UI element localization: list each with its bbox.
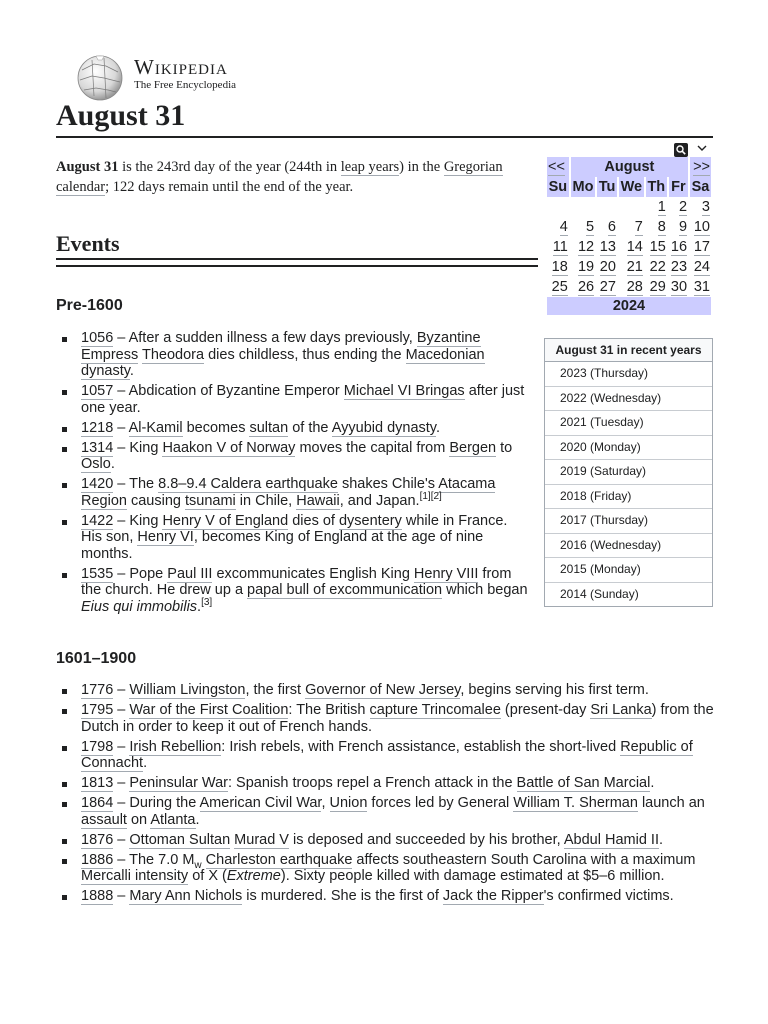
calendar-day-link[interactable]: 23: [670, 259, 688, 275]
event-text: – King: [113, 439, 163, 456]
event-text: , becomes King of England at the age of nine months.: [81, 529, 484, 562]
calendar-day-cell: [619, 237, 644, 257]
event-link[interactable]: Hawaii: [296, 492, 340, 509]
calendar-day-cell: [547, 217, 569, 237]
calendar-day-link[interactable]: 6: [607, 219, 616, 235]
calendar-day-cell: [571, 277, 595, 297]
event-text: –: [113, 702, 130, 718]
event-text: –: [113, 775, 130, 791]
weekday-header: Su: [548, 179, 568, 195]
event-item: [60, 383, 530, 416]
event-link[interactable]: Jack the Ripper: [442, 888, 544, 904]
event-text: , the first: [245, 682, 306, 698]
calendar-day-link[interactable]: 8: [657, 219, 666, 235]
event-link[interactable]: William Livingston: [129, 682, 246, 698]
event-link[interactable]: dysentery: [338, 512, 402, 529]
calendar-day-link[interactable]: 13: [599, 239, 616, 255]
recent-year-link[interactable]: 2016 (Wednesday): [560, 537, 662, 552]
wordmark-text: Wikipedia: [134, 55, 228, 79]
event-text: –: [113, 682, 130, 698]
section-heading-pre-1600: Pre-1600: [56, 297, 123, 314]
event-text: : Irish rebels, with French assistance, establish the short-lived: [221, 738, 621, 755]
recent-year-item: [545, 508, 712, 533]
recent-year-item: [545, 459, 712, 484]
link-calendar[interactable]: calendar: [56, 179, 106, 195]
event-link[interactable]: Henry VI: [137, 529, 194, 545]
calendar-day-link[interactable]: 5: [586, 219, 595, 235]
event-text: – After a sudden illness a few days previously,: [113, 330, 417, 346]
event-item: [60, 852, 720, 885]
event-text: affects southeastern South Carolina with a maximum: [352, 851, 696, 868]
calendar-day-cell: [571, 217, 595, 237]
subscript: w: [194, 859, 202, 871]
event-link[interactable]: Henry VIII: [413, 565, 479, 582]
event-text: is deposed and succeeded by his brother,: [288, 831, 564, 848]
event-text: .: [435, 419, 441, 436]
wikipedia-wordmark[interactable]: [134, 56, 236, 91]
calendar-day-link[interactable]: 31: [693, 279, 710, 295]
event-link[interactable]: Charleston earthquake: [205, 851, 353, 868]
calendar-day-link[interactable]: 26: [577, 279, 595, 295]
recent-year-item: [545, 557, 712, 582]
event-text: launch an: [637, 795, 705, 811]
event-link[interactable]: 1420: [81, 476, 114, 492]
event-text: – During the: [113, 795, 200, 811]
event-text: .: [110, 456, 115, 472]
weekday-header: Fr: [669, 177, 688, 197]
event-link[interactable]: Governor of New Jersey: [305, 682, 461, 698]
calendar-day-link[interactable]: 19: [577, 259, 595, 275]
recent-year-link[interactable]: 2017 (Thursday): [560, 513, 649, 527]
calendar-day-link[interactable]: 18: [551, 259, 568, 275]
event-text: –: [113, 888, 130, 904]
link-leap-years[interactable]: leap years: [340, 159, 400, 175]
calendar-day-link[interactable]: 27: [599, 279, 616, 295]
calendar-day-cell: [619, 277, 644, 297]
calendar-day-cell: [571, 257, 595, 277]
event-text: – The 7.0 M: [113, 851, 195, 868]
calendar-day-cell: [571, 197, 595, 217]
calendar-day-link[interactable]: 16: [670, 239, 688, 255]
event-link[interactable]: Henry V of England: [162, 512, 289, 529]
event-text: 's confirmed victims.: [543, 888, 674, 904]
link-gregorian[interactable]: Gregorian: [443, 159, 503, 175]
recent-year-item: [545, 362, 712, 386]
event-text: – The: [113, 476, 159, 492]
event-text: excommunicates English King: [212, 565, 414, 582]
event-link[interactable]: William T. Sherman: [513, 795, 638, 811]
event-link[interactable]: 1776: [81, 682, 114, 698]
calendar-day-link[interactable]: 12: [577, 239, 595, 255]
event-link[interactable]: American Civil War: [199, 795, 322, 811]
event-list-pre-1600: [60, 330, 530, 619]
event-text: dies of: [288, 512, 339, 529]
event-text: .: [650, 775, 655, 791]
calendar-day-cell: [669, 217, 688, 237]
event-link[interactable]: assault: [81, 811, 127, 828]
event-text: – King: [113, 512, 163, 529]
calendar-day-cell: [619, 217, 644, 237]
calendar-day-cell: [597, 237, 617, 257]
event-item: [60, 682, 720, 699]
recent-year-item: [545, 410, 712, 435]
event-text: .: [129, 363, 134, 379]
weekday-header: Mo: [572, 179, 594, 195]
event-item: [60, 775, 720, 792]
event-text: ). Sixty people killed with damage estimated at $5–6 million.: [280, 868, 665, 884]
event-link[interactable]: Ayyubid dynasty: [331, 419, 436, 436]
event-link[interactable]: 1798: [81, 738, 114, 755]
calendar-day-link[interactable]: 10: [693, 219, 710, 235]
calendar-day-link[interactable]: 15: [649, 239, 666, 255]
event-link[interactable]: Irish Rebellion: [129, 738, 222, 755]
event-item: [60, 795, 720, 828]
calendar-day-link[interactable]: 2: [678, 199, 688, 215]
calendar-day-cell: [690, 257, 711, 277]
event-link[interactable]: Atacama Region: [81, 476, 496, 509]
recent-year-link[interactable]: 2014 (Sunday): [560, 586, 639, 601]
recent-year-link[interactable]: 2021 (Tuesday): [560, 415, 644, 429]
event-item: [60, 702, 720, 735]
event-link[interactable]: Union: [329, 795, 368, 811]
event-link[interactable]: 1795: [81, 702, 114, 718]
month-calendar: [545, 157, 713, 315]
event-link[interactable]: Sri Lanka: [590, 702, 652, 718]
calendar-day-cell: [646, 257, 667, 277]
event-text: in Chile,: [235, 492, 297, 509]
events-divider: [56, 265, 538, 267]
page-tools[interactable]: [672, 142, 714, 158]
calendar-day-cell: [597, 197, 617, 217]
event-link[interactable]: 1535: [81, 565, 114, 582]
title-divider: [56, 136, 713, 138]
calendar-year-link[interactable]: 2024: [612, 298, 646, 314]
event-link[interactable]: 1888: [81, 888, 114, 904]
calendar-day-link[interactable]: 14: [626, 239, 643, 255]
recent-year-link[interactable]: 2019 (Saturday): [560, 464, 647, 478]
event-item: [60, 440, 530, 473]
event-text: ) from the Dutch in order to keep it out of French hands.: [81, 702, 714, 735]
event-link[interactable]: papal bull of excommunication: [247, 582, 443, 598]
calendar-day-cell: [571, 237, 595, 257]
weekday-header: Sa: [691, 179, 710, 195]
event-text: becomes: [182, 419, 250, 436]
event-text: : The British: [288, 702, 370, 718]
event-link[interactable]: Battle of San Marcial: [516, 775, 651, 791]
calendar-day-cell: [669, 257, 688, 277]
event-link[interactable]: 1056: [81, 330, 114, 346]
calendar-day-cell: [646, 277, 667, 297]
recent-year-item: [545, 386, 712, 411]
calendar-day-link[interactable]: 20: [599, 259, 616, 275]
italic-text: Extreme: [226, 868, 281, 884]
calendar-day-cell: [597, 217, 617, 237]
event-link[interactable]: War of the First Coalition: [129, 702, 289, 718]
event-item: [60, 832, 720, 849]
section-heading-1601-1900: 1601–1900: [56, 650, 137, 667]
calendar-day-cell: [547, 257, 569, 277]
events-heading: Events: [56, 231, 120, 256]
weekday-header: Th: [647, 179, 666, 195]
event-item: [60, 513, 530, 563]
event-link[interactable]: 1876: [81, 831, 114, 848]
calendar-day-link[interactable]: 4: [559, 219, 568, 235]
calendar-day-cell: [547, 237, 569, 257]
event-text: moves the capital from: [295, 439, 450, 456]
event-text: to: [496, 439, 513, 456]
event-link[interactable]: Mary Ann Nichols: [129, 888, 243, 904]
event-link[interactable]: 1864: [81, 795, 114, 811]
tagline: The Free Encyclopedia: [134, 79, 237, 91]
intro-text: ; 122 days remain until the end of the year.: [105, 179, 354, 195]
event-link[interactable]: 1314: [81, 439, 114, 456]
event-text: , and Japan.: [339, 492, 420, 509]
event-text: –: [113, 738, 130, 755]
calendar-day-cell: [646, 237, 667, 257]
calendar-day-link[interactable]: 29: [649, 279, 666, 295]
event-text: .: [195, 811, 200, 828]
calendar-day-cell: [690, 237, 711, 257]
recent-years-title: August 31 in recent years: [545, 339, 712, 362]
event-text: forces led by General: [367, 795, 514, 811]
recent-year-item: [545, 533, 712, 558]
event-text: on: [126, 811, 151, 828]
calendar-day-link[interactable]: 1: [657, 199, 666, 215]
calendar-day-link[interactable]: 11: [552, 239, 568, 255]
event-text: causing: [126, 492, 185, 509]
event-link[interactable]: Paul III: [167, 565, 213, 582]
event-link[interactable]: Michael VI Bringas: [343, 383, 465, 399]
event-text: which began: [442, 582, 528, 598]
event-text: : Spanish troops repel a French attack in the: [227, 775, 517, 791]
calendar-next-button[interactable]: >>: [693, 159, 710, 175]
event-link[interactable]: Macedonian dynasty: [81, 346, 485, 379]
recent-years-box: [544, 338, 713, 607]
recent-year-link[interactable]: 2022 (Wednesday): [560, 390, 662, 405]
event-text: dies childless, thus ending the: [204, 346, 406, 363]
event-link[interactable]: Haakon V of Norway: [162, 439, 296, 456]
intro-paragraph: [56, 157, 542, 197]
event-link[interactable]: capture Trincomalee: [369, 702, 501, 718]
events-divider: [56, 258, 538, 260]
event-link[interactable]: tsunami: [185, 492, 236, 509]
event-link[interactable]: 1886: [81, 851, 114, 868]
calendar-day-link[interactable]: 21: [626, 259, 643, 275]
event-link[interactable]: 8.8–9.4 Caldera earthquake: [158, 476, 338, 492]
event-link[interactable]: 1057: [81, 383, 114, 399]
recent-year-item: [545, 582, 712, 607]
event-text: –: [113, 831, 130, 848]
event-text: while in France. His son,: [81, 512, 508, 545]
event-text: of the: [288, 419, 332, 436]
intro-text: is the 243rd day of the year (244th in: [118, 159, 341, 175]
event-item: [60, 739, 720, 772]
event-text: .: [143, 755, 148, 771]
calendar-day-link[interactable]: 7: [634, 219, 643, 235]
event-link[interactable]: 1218: [81, 419, 114, 436]
calendar-day-link[interactable]: 9: [678, 219, 688, 235]
event-link[interactable]: Ottoman Sultan: [129, 831, 231, 848]
event-text: after just one year.: [81, 383, 525, 416]
event-text: shakes Chile's: [337, 476, 439, 492]
chevron-down-icon[interactable]: [696, 142, 708, 157]
italic-text: Eius qui immobilis: [81, 598, 198, 615]
calendar-day-cell: [547, 277, 569, 297]
event-link[interactable]: Murad V: [234, 831, 289, 848]
event-link[interactable]: Atlanta: [150, 811, 196, 828]
calendar-day-cell: [690, 197, 711, 217]
calendar-prev-button[interactable]: <<: [548, 159, 565, 175]
calendar-day-cell: [646, 197, 667, 217]
page-title: August 31: [56, 99, 186, 132]
event-link[interactable]: 1813: [81, 775, 114, 791]
event-link[interactable]: Al-Kamil: [128, 419, 183, 436]
citation-ref[interactable]: [1][2]: [419, 490, 442, 502]
event-text: (present-day: [500, 702, 591, 718]
event-link[interactable]: Republic of Connacht: [81, 738, 693, 771]
calendar-day-cell: [597, 257, 617, 277]
calendar-day-cell: [597, 277, 617, 297]
event-link[interactable]: 1422: [81, 512, 114, 529]
calendar-month-link[interactable]: August: [604, 159, 655, 175]
recent-year-link[interactable]: 2015 (Monday): [560, 562, 641, 576]
event-text: – Pope: [113, 565, 168, 582]
wikipedia-globe-logo[interactable]: [74, 52, 126, 102]
event-text: from the church. He drew up a: [81, 565, 512, 598]
event-link[interactable]: Byzantine Empress: [81, 330, 481, 363]
weekday-header: We: [620, 179, 643, 195]
calendar-day-link[interactable]: 22: [649, 259, 666, 275]
weekday-header: Tu: [598, 179, 616, 195]
citation-ref[interactable]: [3]: [201, 596, 213, 608]
event-link[interactable]: Oslo: [81, 456, 111, 472]
event-link[interactable]: Theodora: [142, 346, 205, 363]
event-text: .: [197, 598, 202, 615]
recent-year-item: [545, 435, 712, 460]
event-item: [60, 566, 530, 616]
event-item: [60, 330, 530, 380]
recent-year-link[interactable]: 2023 (Thursday): [560, 366, 649, 380]
event-link[interactable]: Peninsular War: [129, 775, 228, 791]
calendar-day-cell: [619, 257, 644, 277]
calendar-day-cell: [690, 277, 711, 297]
calendar-day-cell: [690, 217, 711, 237]
calendar-day-link[interactable]: 25: [551, 279, 568, 295]
calendar-day-cell: [619, 197, 644, 217]
calendar-day-link[interactable]: 30: [670, 279, 688, 295]
event-link[interactable]: Abdul Hamid II: [563, 831, 659, 848]
recent-year-item: [545, 484, 712, 509]
recent-year-link[interactable]: 2020 (Monday): [560, 439, 641, 454]
event-text: of X (: [188, 868, 227, 884]
event-text: – Abdication of Byzantine Emperor: [113, 383, 344, 399]
calendar-day-cell: [669, 197, 688, 217]
event-link[interactable]: Bergen: [449, 439, 497, 456]
calendar-day-link[interactable]: 3: [701, 199, 710, 215]
calendar-day-cell: [547, 197, 569, 217]
calendar-day-link[interactable]: 28: [626, 279, 643, 295]
intro-text: ) in the: [399, 159, 444, 175]
event-text: ,: [321, 795, 330, 811]
event-link[interactable]: Mercalli intensity: [81, 868, 189, 884]
calendar-day-link[interactable]: 17: [693, 239, 710, 255]
event-item: [60, 888, 720, 905]
recent-year-link[interactable]: 2018 (Friday): [560, 488, 632, 503]
event-item: [60, 476, 530, 509]
intro-bold: August 31: [56, 159, 119, 175]
event-text: .: [658, 831, 664, 848]
calendar-day-link[interactable]: 24: [693, 259, 710, 275]
calendar-day-cell: [669, 277, 688, 297]
event-item: [60, 420, 530, 437]
calendar-day-cell: [646, 217, 667, 237]
calendar-day-cell: [669, 237, 688, 257]
event-text: is murdered. She is the first of: [242, 888, 443, 904]
event-link[interactable]: sultan: [249, 419, 289, 436]
magnifier-icon[interactable]: [674, 143, 688, 157]
event-text: –: [113, 419, 129, 436]
event-list-1601-1900: [60, 682, 720, 908]
event-text: , begins serving his first term.: [460, 682, 649, 698]
